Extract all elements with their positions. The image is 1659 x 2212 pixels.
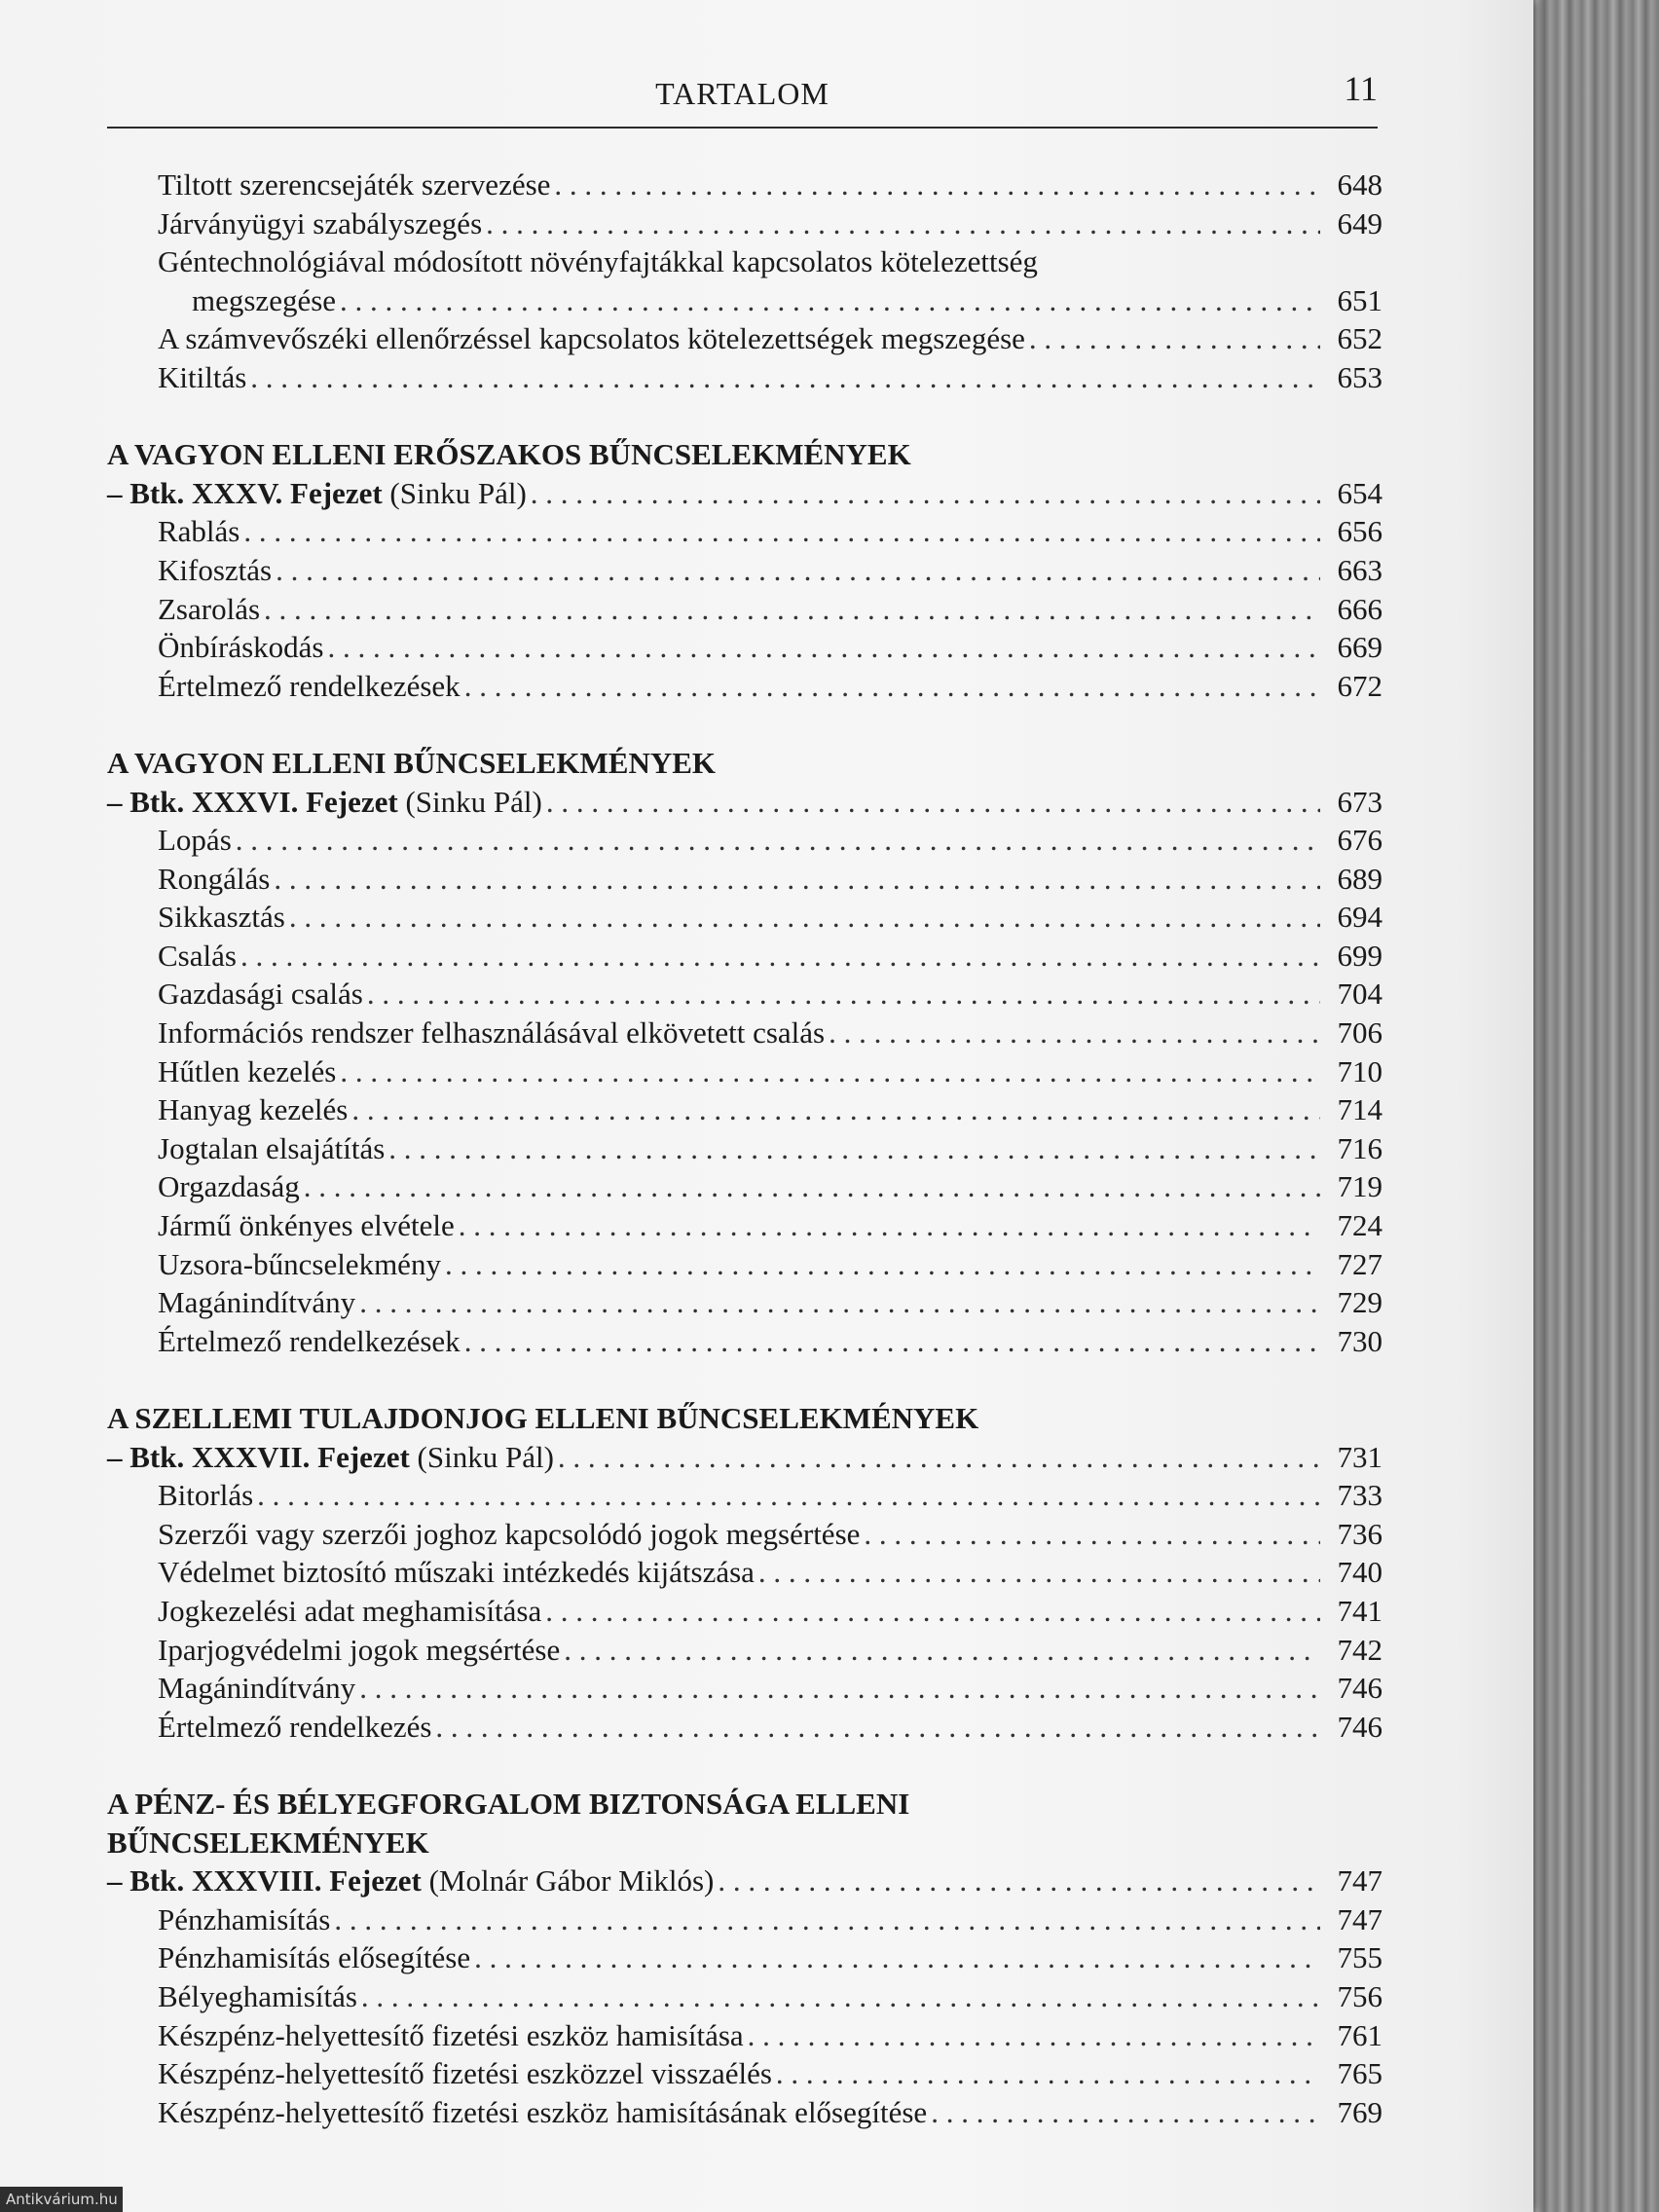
chapter-reference: – Btk. XXXVII. Fejezet	[107, 1439, 410, 1474]
dot-leader	[327, 628, 1320, 667]
toc-page-number: 663	[1337, 552, 1382, 587]
dot-leader	[435, 1708, 1320, 1747]
toc-entry-label: Pénzhamisítás	[158, 1901, 331, 1936]
toc-entry-row	[107, 1708, 1382, 1747]
dot-leader	[264, 590, 1320, 629]
toc-entry-label: Orgazdaság	[158, 1169, 300, 1204]
toc-entry-row	[107, 1977, 1382, 2016]
dot-leader	[289, 898, 1320, 937]
toc-page-number: 765	[1337, 2056, 1382, 2091]
toc-entry-label: Kifosztás	[158, 552, 273, 587]
toc-entry-row	[107, 1245, 1382, 1284]
toc-entry-label	[107, 1438, 554, 1477]
toc-page-number: 729	[1337, 1285, 1382, 1320]
toc-entry-row	[107, 1129, 1382, 1168]
dot-leader	[367, 975, 1320, 1014]
toc-entry-row	[107, 1553, 1382, 1592]
toc-page-number: 714	[1337, 1092, 1382, 1127]
toc-page-number: 761	[1337, 2017, 1382, 2052]
toc-page-number: 651	[1337, 282, 1382, 317]
chapter-reference: – Btk. XXXV. Fejezet	[107, 475, 383, 510]
chapter-reference: – Btk. XXXVIII. Fejezet	[107, 1863, 422, 1899]
page-number: 11	[1344, 69, 1378, 108]
dot-leader	[464, 1322, 1320, 1361]
dot-leader	[340, 281, 1320, 320]
book-gutter-background	[1519, 0, 1659, 2212]
toc-entry-label: Csalás	[158, 938, 237, 973]
toc-entry-label: Értelmező rendelkezések	[158, 668, 461, 703]
dot-leader	[351, 1090, 1320, 1129]
toc-entry-label: Tiltott szerencsejáték szervezése	[158, 167, 551, 202]
toc-entry-row	[107, 1322, 1382, 1361]
toc-entry-row	[107, 2054, 1382, 2093]
toc-entry-label: Értelmező rendelkezések	[158, 1323, 461, 1358]
toc-page-number: 699	[1337, 938, 1382, 973]
section-spacer	[107, 705, 1382, 744]
toc-page-number: 710	[1337, 1053, 1382, 1088]
dot-leader	[558, 1438, 1320, 1477]
toc-entry-row	[107, 821, 1382, 860]
dot-leader	[304, 1167, 1320, 1206]
dot-leader	[236, 821, 1320, 860]
dot-leader	[531, 474, 1320, 513]
dot-leader	[1029, 319, 1320, 358]
toc-entry-row	[107, 1938, 1382, 1977]
running-head	[107, 68, 1378, 129]
toc-entry-label: Kitiltás	[158, 359, 247, 394]
toc-entry-label: Hanyag kezelés	[158, 1092, 349, 1127]
toc-page-number: 747	[1337, 1901, 1382, 1936]
toc-page-number: 654	[1337, 475, 1382, 510]
toc-entry-label	[107, 1862, 714, 1900]
dot-leader	[718, 1862, 1320, 1900]
toc-entry-row	[107, 1206, 1382, 1245]
toc-entry-row	[107, 1900, 1382, 1939]
toc-page-number: 742	[1337, 1632, 1382, 1667]
toc-page-number: 652	[1337, 321, 1382, 356]
toc-page-number: 666	[1337, 591, 1382, 626]
running-head-title: TARTALOM	[655, 76, 830, 111]
toc-page-number: 746	[1337, 1709, 1382, 1744]
table-of-contents	[107, 166, 1382, 2131]
toc-page-number: 746	[1337, 1671, 1382, 1706]
toc-page-number: 676	[1337, 823, 1382, 858]
toc-entry-row	[107, 667, 1382, 706]
toc-page-number: 653	[1337, 359, 1382, 394]
toc-page-number: 755	[1337, 1940, 1382, 1975]
toc-entry-label: megszegése	[192, 282, 337, 317]
toc-entry-label: Önbíráskodás	[158, 630, 324, 665]
toc-chapter-row	[107, 1438, 1382, 1477]
dot-leader	[276, 551, 1320, 590]
toc-entry-row	[107, 1669, 1382, 1708]
dot-leader	[474, 1938, 1320, 1977]
toc-page-number: 719	[1337, 1169, 1382, 1204]
toc-page-number: 648	[1337, 167, 1382, 202]
toc-chapter-row	[107, 474, 1382, 513]
toc-entry-row	[107, 551, 1382, 590]
dot-leader	[445, 1245, 1320, 1284]
toc-entry-label: Zsarolás	[158, 591, 261, 626]
toc-chapter-row	[107, 1862, 1382, 1900]
dot-leader	[243, 512, 1320, 551]
toc-entry-row	[107, 628, 1382, 667]
toc-page-number: 747	[1337, 1863, 1382, 1899]
toc-entry-row	[107, 898, 1382, 937]
toc-entry-label: Rablás	[158, 514, 240, 549]
toc-entry-row	[107, 1167, 1382, 1206]
toc-page-number: 724	[1337, 1208, 1382, 1243]
toc-entry-label: Védelmet biztosító műszaki intézkedés kijátszása	[158, 1555, 755, 1590]
toc-page-number: 756	[1337, 1978, 1382, 2013]
toc-entry-label: Rongálás	[158, 861, 271, 896]
toc-entry-row	[107, 242, 1382, 281]
section-heading: A VAGYON ELLENI BŰNCSELEKMÉNYEK	[107, 745, 717, 780]
dot-leader	[240, 937, 1320, 976]
section-heading: A PÉNZ- ÉS BÉLYEGFORGALOM BIZTONSÁGA ELLENI	[107, 1786, 910, 1821]
toc-entry-label: Jármű önkényes elvétele	[158, 1208, 455, 1243]
toc-entry-label: Bélyeghamisítás	[158, 1978, 357, 2013]
section-spacer	[107, 1360, 1382, 1399]
toc-entry-label: Sikkasztás	[158, 900, 285, 935]
dot-leader	[257, 1476, 1320, 1515]
toc-entry-row	[107, 1631, 1382, 1670]
dot-leader	[748, 2016, 1320, 2055]
toc-entry-label: Készpénz-helyettesítő fizetési eszköz hamisítása	[158, 2017, 744, 2052]
dot-leader	[864, 1515, 1320, 1554]
toc-page-number: 669	[1337, 630, 1382, 665]
dot-leader	[554, 166, 1320, 204]
dot-leader	[459, 1206, 1320, 1245]
toc-entry-label: Járványügyi szabályszegés	[158, 205, 483, 240]
toc-entry-row	[107, 512, 1382, 551]
watermark: Antikvárium.hu	[0, 2187, 123, 2212]
toc-entry-label: Gazdasági csalás	[158, 977, 363, 1012]
toc-page-number: 704	[1337, 977, 1382, 1012]
toc-entry-label: Jogkezelési adat meghamisítása	[158, 1593, 542, 1628]
toc-page-number: 706	[1337, 1015, 1382, 1051]
toc-entry-row	[107, 590, 1382, 629]
toc-entry-row	[107, 1476, 1382, 1515]
dot-leader	[340, 1052, 1320, 1091]
toc-page-number: 769	[1337, 2094, 1382, 2129]
toc-entry-label: Készpénz-helyettesítő fizetési eszköz hamisításának elősegítése	[158, 2094, 928, 2129]
section-spacer	[107, 1746, 1382, 1785]
toc-page-number: 736	[1337, 1516, 1382, 1551]
chapter-author: (Sinku Pál)	[409, 1439, 554, 1474]
toc-entry-label	[107, 783, 542, 822]
chapter-reference: – Btk. XXXVI. Fejezet	[107, 784, 398, 819]
toc-page-number: 730	[1337, 1323, 1382, 1358]
section-heading: A VAGYON ELLENI ERŐSZAKOS BŰNCSELEKMÉNYEK	[107, 437, 911, 472]
dot-leader	[564, 1631, 1320, 1670]
toc-entry-label: Készpénz-helyettesítő fizetési eszközzel visszaélés	[158, 2056, 772, 2091]
toc-entry-row	[107, 975, 1382, 1014]
toc-page-number: 649	[1337, 205, 1382, 240]
toc-entry-label: A számvevőszéki ellenőrzéssel kapcsolatos kötelezettségek megszegése	[158, 321, 1025, 356]
toc-entry-row	[107, 166, 1382, 204]
dot-leader	[361, 1977, 1320, 2016]
dot-leader	[546, 783, 1320, 822]
toc-page-number: 656	[1337, 514, 1382, 549]
dot-leader	[776, 2054, 1320, 2093]
toc-entry-label: Géntechnológiával módosított növényfajtákkal kapcsolatos kötelezettség	[158, 244, 1038, 279]
dot-leader	[334, 1900, 1320, 1939]
section-heading: A SZELLEMI TULAJDONJOG ELLENI BŰNCSELEKMÉNYEK	[107, 1401, 979, 1435]
toc-page-number: 673	[1337, 784, 1382, 819]
toc-entry-label: Lopás	[158, 823, 232, 858]
toc-entry-row	[107, 358, 1382, 397]
toc-page-number: 689	[1337, 861, 1382, 896]
toc-entry-label: Iparjogvédelmi jogok megsértése	[158, 1632, 561, 1667]
dot-leader	[545, 1592, 1320, 1631]
toc-entry-row	[107, 319, 1382, 358]
toc-entry-label: Bitorlás	[158, 1478, 254, 1513]
dot-leader	[359, 1669, 1320, 1708]
dot-leader	[931, 2093, 1320, 2132]
toc-chapter-row	[107, 783, 1382, 822]
toc-entry-row	[107, 204, 1382, 243]
toc-entry-label: Információs rendszer felhasználásával elkövetett csalás	[158, 1015, 826, 1051]
toc-entry-row	[107, 937, 1382, 976]
toc-page-number: 731	[1337, 1439, 1382, 1474]
toc-page-number: 694	[1337, 900, 1382, 935]
toc-entry-label: Szerzői vagy szerzői joghoz kapcsolódó jogok megsértése	[158, 1516, 861, 1551]
dot-leader	[274, 860, 1320, 899]
section-spacer	[107, 397, 1382, 436]
toc-page-number: 740	[1337, 1555, 1382, 1590]
chapter-author: (Molnár Gábor Miklós)	[421, 1863, 715, 1899]
toc-entry-row	[107, 2016, 1382, 2055]
toc-entry-label: Értelmező rendelkezés	[158, 1709, 432, 1744]
toc-entry-row	[107, 1014, 1382, 1052]
dot-leader	[486, 204, 1320, 243]
chapter-author: (Sinku Pál)	[397, 784, 542, 819]
toc-page-number: 672	[1337, 668, 1382, 703]
toc-entry-row	[107, 1052, 1382, 1091]
toc-entry-label	[107, 474, 527, 513]
dot-leader	[388, 1129, 1320, 1168]
toc-page-number: 741	[1337, 1593, 1382, 1628]
dot-leader	[359, 1283, 1320, 1322]
toc-entry-row	[107, 1592, 1382, 1631]
toc-entry-label: Hűtlen kezelés	[158, 1053, 337, 1088]
dot-leader	[758, 1553, 1320, 1592]
section-heading: BŰNCSELEKMÉNYEK	[107, 1825, 429, 1860]
toc-page-number: 733	[1337, 1478, 1382, 1513]
dot-leader	[250, 358, 1320, 397]
toc-entry-row	[107, 860, 1382, 899]
toc-entry-row	[107, 2093, 1382, 2132]
toc-entry-label: Pénzhamisítás elősegítése	[158, 1940, 471, 1975]
toc-page-number: 727	[1337, 1246, 1382, 1281]
toc-entry-label: Magánindítvány	[158, 1285, 356, 1320]
toc-entry-label: Magánindítvány	[158, 1671, 356, 1706]
toc-entry-row	[107, 1515, 1382, 1554]
chapter-author: (Sinku Pál)	[382, 475, 527, 510]
toc-page-number: 716	[1337, 1130, 1382, 1165]
toc-entry-row	[107, 1283, 1382, 1322]
toc-entry-row	[107, 281, 1382, 320]
dot-leader	[464, 667, 1320, 706]
toc-entry-row	[107, 1090, 1382, 1129]
toc-entry-label: Jogtalan elsajátítás	[158, 1130, 386, 1165]
toc-entry-label: Uzsora-bűncselekmény	[158, 1246, 441, 1281]
dot-leader	[829, 1014, 1320, 1052]
